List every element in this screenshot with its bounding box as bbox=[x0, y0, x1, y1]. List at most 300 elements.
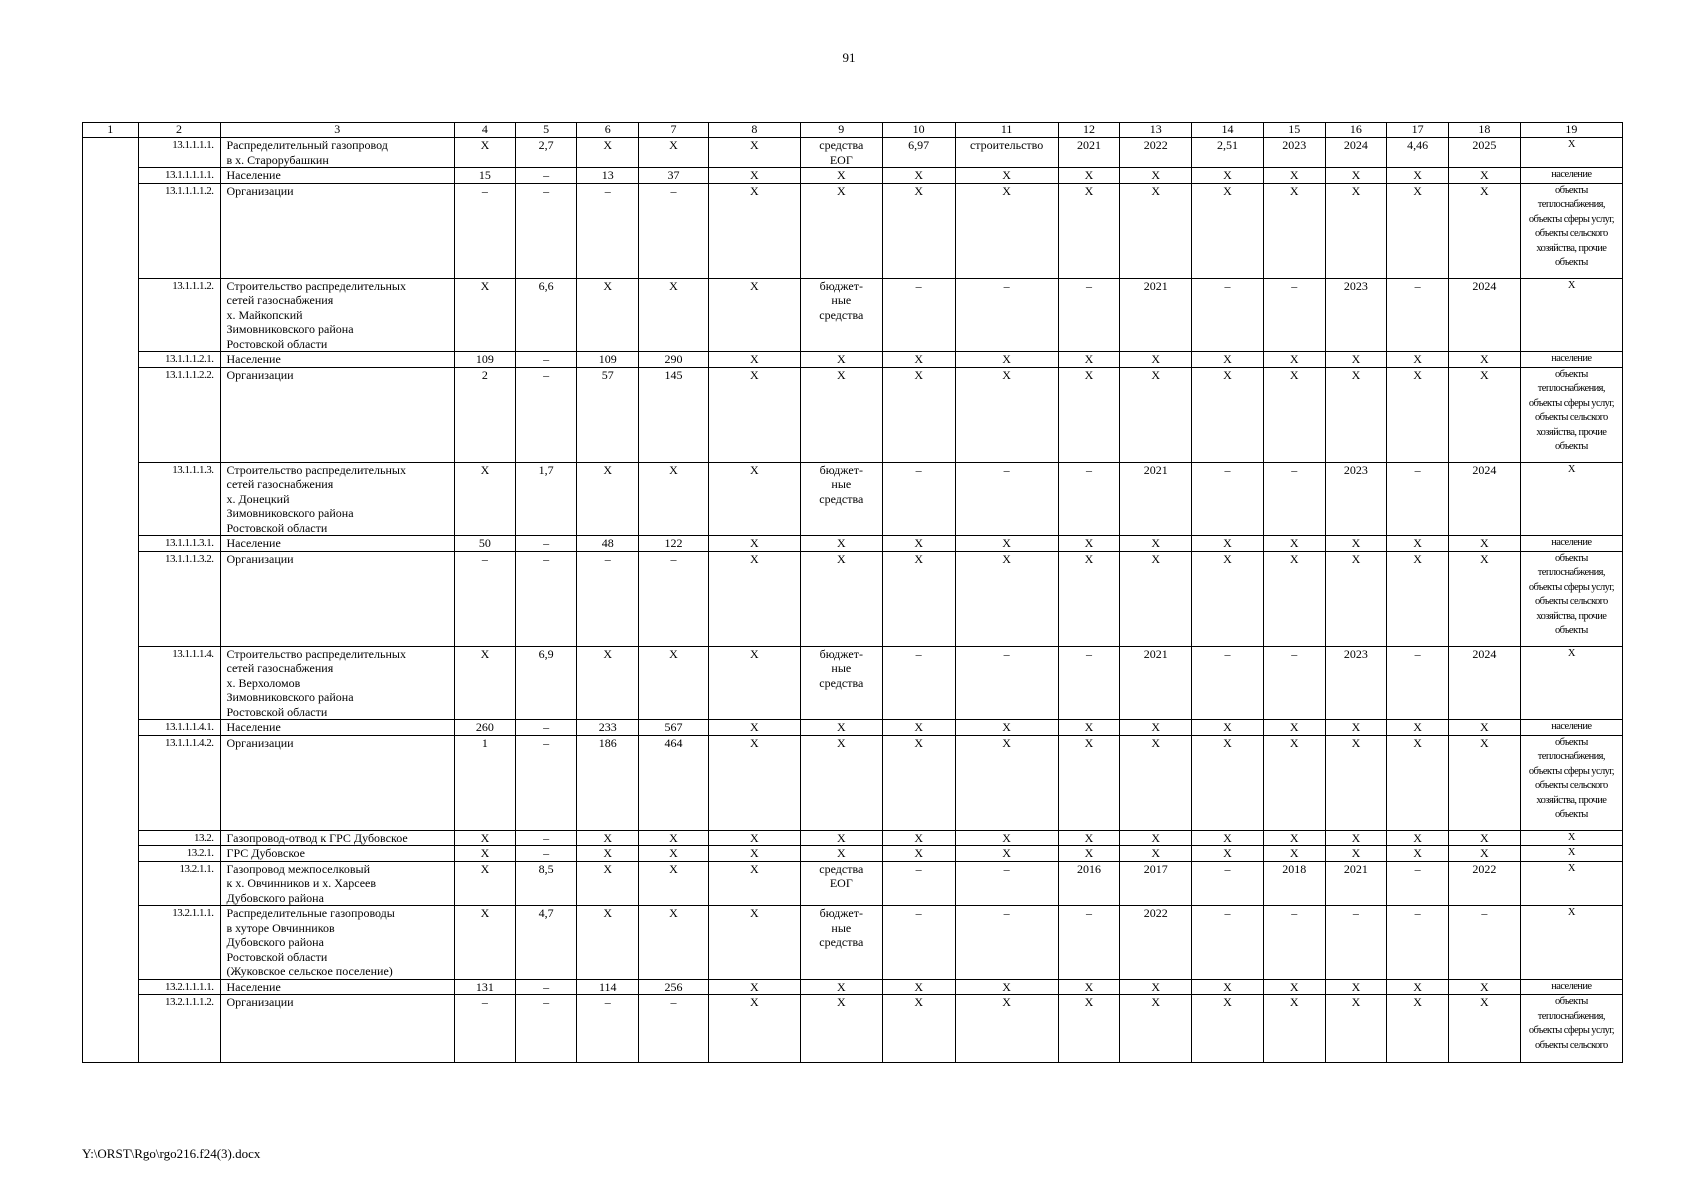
cell-col-5: – bbox=[515, 168, 577, 184]
cell-col-12: – bbox=[1058, 646, 1120, 720]
cell-col-17: Х bbox=[1387, 735, 1449, 830]
cell-col-12: Х bbox=[1058, 551, 1120, 646]
row-name: Население bbox=[220, 720, 455, 736]
cell-col-10: – bbox=[882, 906, 955, 980]
cell-col-15: Х bbox=[1263, 830, 1325, 846]
cell-col-11: Х bbox=[955, 183, 1058, 278]
cell-col-5: – bbox=[515, 536, 577, 552]
cell-col-5: – bbox=[515, 551, 577, 646]
cell-col-13: 2021 bbox=[1120, 462, 1192, 536]
cell-col-14: – bbox=[1192, 462, 1264, 536]
column-number-header: 12 bbox=[1058, 123, 1120, 138]
cell-col-19: Х bbox=[1520, 278, 1622, 352]
cell-col-9: средства ЕОГ bbox=[800, 861, 882, 906]
cell-col-17: Х bbox=[1387, 720, 1449, 736]
cell-col-5: – bbox=[515, 735, 577, 830]
cell-col-18: Х bbox=[1448, 168, 1520, 184]
cell-col-17: Х bbox=[1387, 183, 1449, 278]
cell-col-19: Х bbox=[1520, 462, 1622, 536]
cell-col-13: Х bbox=[1120, 846, 1192, 862]
cell-col-11: – bbox=[955, 861, 1058, 906]
row-name: Строительство распределительных сетей газоснабжения х. Верхоломов Зимовниковского района Ростовской области bbox=[220, 646, 455, 720]
row-number: 13.1.1.1.2.2. bbox=[138, 367, 220, 462]
table-row bbox=[83, 551, 1623, 646]
row-name: Организации bbox=[220, 735, 455, 830]
cell-col-9: Х bbox=[800, 735, 882, 830]
cell-col-5: – bbox=[515, 979, 577, 995]
cell-col-12: Х bbox=[1058, 846, 1120, 862]
row-name: Распределительный газопровод в х. Старорубашкин bbox=[220, 138, 455, 168]
cell-col-6: 186 bbox=[577, 735, 639, 830]
row-name: ГРС Дубовское bbox=[220, 846, 455, 862]
cell-col-10: Х bbox=[882, 720, 955, 736]
cell-col-11: Х bbox=[955, 846, 1058, 862]
cell-col-14: – bbox=[1192, 861, 1264, 906]
cell-col-19: Х bbox=[1520, 846, 1622, 862]
cell-col-4: 260 bbox=[455, 720, 516, 736]
cell-col-14: Х bbox=[1192, 720, 1264, 736]
cell-col-16: – bbox=[1325, 906, 1387, 980]
cell-col-10: Х bbox=[882, 367, 955, 462]
cell-col-7: Х bbox=[639, 846, 709, 862]
cell-col-6: 48 bbox=[577, 536, 639, 552]
cell-col-15: – bbox=[1263, 462, 1325, 536]
cell-col-4: 109 bbox=[455, 352, 516, 368]
cell-col-5: 8,5 bbox=[515, 861, 577, 906]
cell-col-8: Х bbox=[708, 462, 800, 536]
cell-col-18: Х bbox=[1448, 720, 1520, 736]
cell-col-14: Х bbox=[1192, 846, 1264, 862]
cell-col-11: Х bbox=[955, 720, 1058, 736]
table-row bbox=[83, 168, 1623, 184]
cell-col-9: средства ЕОГ bbox=[800, 138, 882, 168]
cell-col-8: Х bbox=[708, 906, 800, 980]
column-number-header: 6 bbox=[577, 123, 639, 138]
cell-col-4: Х bbox=[455, 846, 516, 862]
cell-col-5: 6,9 bbox=[515, 646, 577, 720]
cell-col-18: Х bbox=[1448, 367, 1520, 462]
cell-col-15: Х bbox=[1263, 367, 1325, 462]
cell-col-13: Х bbox=[1120, 183, 1192, 278]
cell-col-18: Х bbox=[1448, 352, 1520, 368]
cell-col-18: Х bbox=[1448, 995, 1520, 1063]
cell-col-5: – bbox=[515, 720, 577, 736]
cell-col-5: – bbox=[515, 830, 577, 846]
cell-col-7: – bbox=[639, 551, 709, 646]
cell-col-12: Х bbox=[1058, 735, 1120, 830]
cell-col-7: – bbox=[639, 995, 709, 1063]
column-number-header: 9 bbox=[800, 123, 882, 138]
cell-col-17: Х bbox=[1387, 352, 1449, 368]
table-row bbox=[83, 720, 1623, 736]
cell-col-13: Х bbox=[1120, 367, 1192, 462]
cell-col-11: – bbox=[955, 278, 1058, 352]
row-number: 13.1.1.1.3.2. bbox=[138, 551, 220, 646]
cell-col-15: Х bbox=[1263, 551, 1325, 646]
row-number: 13.1.1.1.1.1. bbox=[138, 168, 220, 184]
cell-col-7: 256 bbox=[639, 979, 709, 995]
row-name: Население bbox=[220, 979, 455, 995]
column-number-header: 8 bbox=[708, 123, 800, 138]
cell-col-17: Х bbox=[1387, 551, 1449, 646]
cell-col-10: Х bbox=[882, 979, 955, 995]
cell-col-18: 2024 bbox=[1448, 278, 1520, 352]
table-row bbox=[83, 278, 1623, 352]
cell-col-9: Х bbox=[800, 995, 882, 1063]
cell-col-10: – bbox=[882, 462, 955, 536]
cell-col-17: Х bbox=[1387, 979, 1449, 995]
footer-file-path: Y:\ORST\Rgo\rgo216.f24(3).docx bbox=[82, 1146, 261, 1161]
cell-col-17: – bbox=[1387, 646, 1449, 720]
cell-col-19: Х bbox=[1520, 646, 1622, 720]
cell-col-11: Х bbox=[955, 352, 1058, 368]
table-row bbox=[83, 979, 1623, 995]
cell-col-4: 131 bbox=[455, 979, 516, 995]
table-row bbox=[83, 138, 1623, 168]
cell-col-14: Х bbox=[1192, 995, 1264, 1063]
table-row bbox=[83, 183, 1623, 278]
cell-col-8: Х bbox=[708, 352, 800, 368]
cell-col-16: 2023 bbox=[1325, 646, 1387, 720]
cell-col-17: Х bbox=[1387, 846, 1449, 862]
cell-col-9: бюджет- ные средства bbox=[800, 462, 882, 536]
cell-col-16: Х bbox=[1325, 367, 1387, 462]
cell-col-9: Х bbox=[800, 720, 882, 736]
cell-col-13: Х bbox=[1120, 352, 1192, 368]
column-number-header: 3 bbox=[220, 123, 455, 138]
cell-col-13: 2022 bbox=[1120, 906, 1192, 980]
cell-col-14: 2,51 bbox=[1192, 138, 1264, 168]
cell-col-16: Х bbox=[1325, 735, 1387, 830]
cell-col-19: объекты теплоснабжения, объекты сферы услуг, объекты сельского хозяйства, прочие объекты bbox=[1520, 551, 1622, 646]
row-number: 13.1.1.1.1. bbox=[138, 138, 220, 168]
cell-col-18: 2025 bbox=[1448, 138, 1520, 168]
cell-col-5: 1,7 bbox=[515, 462, 577, 536]
cell-col-5: 4,7 bbox=[515, 906, 577, 980]
column-number-header: 10 bbox=[882, 123, 955, 138]
cell-col-4: 1 bbox=[455, 735, 516, 830]
cell-col-18: Х bbox=[1448, 183, 1520, 278]
cell-col-11: Х bbox=[955, 995, 1058, 1063]
cell-col-19: объекты теплоснабжения, объекты сферы услуг, объекты сельского хозяйства, прочие объекты bbox=[1520, 735, 1622, 830]
cell-col-13: Х bbox=[1120, 720, 1192, 736]
cell-col-12: – bbox=[1058, 462, 1120, 536]
cell-col-17: – bbox=[1387, 462, 1449, 536]
cell-col-17: – bbox=[1387, 906, 1449, 980]
cell-col-19: население bbox=[1520, 536, 1622, 552]
cell-col-7: 37 bbox=[639, 168, 709, 184]
cell-col-9: бюджет- ные средства bbox=[800, 646, 882, 720]
cell-col-10: Х bbox=[882, 183, 955, 278]
cell-col-4: – bbox=[455, 995, 516, 1063]
column-number-header: 13 bbox=[1120, 123, 1192, 138]
cell-col-8: Х bbox=[708, 861, 800, 906]
row-number: 13.1.1.1.2. bbox=[138, 278, 220, 352]
cell-col-8: Х bbox=[708, 735, 800, 830]
cell-col-9: Х bbox=[800, 830, 882, 846]
cell-col-15: – bbox=[1263, 906, 1325, 980]
cell-col-9: Х bbox=[800, 536, 882, 552]
cell-col-17: Х bbox=[1387, 830, 1449, 846]
cell-col-8: Х bbox=[708, 830, 800, 846]
cell-col-7: – bbox=[639, 183, 709, 278]
cell-col-19: население bbox=[1520, 352, 1622, 368]
cell-col-6: Х bbox=[577, 462, 639, 536]
cell-col-4: Х bbox=[455, 646, 516, 720]
cell-col-9: бюджет- ные средства bbox=[800, 278, 882, 352]
cell-col-9: Х bbox=[800, 183, 882, 278]
cell-col-7: Х bbox=[639, 830, 709, 846]
column-number-header: 11 bbox=[955, 123, 1058, 138]
cell-col-17: – bbox=[1387, 861, 1449, 906]
row-number: 13.1.1.1.2.1. bbox=[138, 352, 220, 368]
cell-col-13: Х bbox=[1120, 979, 1192, 995]
cell-col-19: объекты теплоснабжения, объекты сферы услуг, объекты сельского хозяйства, прочие объекты bbox=[1520, 183, 1622, 278]
cell-col-16: Х bbox=[1325, 536, 1387, 552]
cell-col-18: 2024 bbox=[1448, 462, 1520, 536]
cell-col-5: 6,6 bbox=[515, 278, 577, 352]
cell-col-6: Х bbox=[577, 278, 639, 352]
cell-col-17: Х bbox=[1387, 995, 1449, 1063]
cell-col-15: Х bbox=[1263, 183, 1325, 278]
cell-col-12: Х bbox=[1058, 995, 1120, 1063]
cell-col-12: Х bbox=[1058, 183, 1120, 278]
column-number-header: 16 bbox=[1325, 123, 1387, 138]
cell-col-17: 4,46 bbox=[1387, 138, 1449, 168]
cell-col-15: Х bbox=[1263, 846, 1325, 862]
cell-col-13: Х bbox=[1120, 536, 1192, 552]
cell-col-4: Х bbox=[455, 830, 516, 846]
cell-col-15: Х bbox=[1263, 995, 1325, 1063]
cell-col-7: Х bbox=[639, 646, 709, 720]
cell-col-5: – bbox=[515, 352, 577, 368]
cell-col-16: Х bbox=[1325, 183, 1387, 278]
cell-col-16: Х bbox=[1325, 720, 1387, 736]
cell-col-6: Х bbox=[577, 846, 639, 862]
cell-col-12: Х bbox=[1058, 720, 1120, 736]
cell-col-11: Х bbox=[955, 168, 1058, 184]
cell-col-6: 109 bbox=[577, 352, 639, 368]
cell-col-15: Х bbox=[1263, 352, 1325, 368]
cell-col-18: Х bbox=[1448, 979, 1520, 995]
cell-col-6: Х bbox=[577, 906, 639, 980]
cell-col-14: Х bbox=[1192, 168, 1264, 184]
cell-col-14: Х bbox=[1192, 352, 1264, 368]
cell-col-16: Х bbox=[1325, 846, 1387, 862]
cell-col-12: Х bbox=[1058, 830, 1120, 846]
cell-col-14: Х bbox=[1192, 830, 1264, 846]
cell-col-16: Х bbox=[1325, 168, 1387, 184]
cell-col-8: Х bbox=[708, 168, 800, 184]
cell-col-15: 2023 bbox=[1263, 138, 1325, 168]
row-name: Население bbox=[220, 352, 455, 368]
cell-col-5: – bbox=[515, 995, 577, 1063]
row-number: 13.1.1.1.4.2. bbox=[138, 735, 220, 830]
cell-col-7: 464 bbox=[639, 735, 709, 830]
table-row bbox=[83, 906, 1623, 980]
cell-col-11: Х bbox=[955, 979, 1058, 995]
cell-col-8: Х bbox=[708, 979, 800, 995]
cell-col-4: – bbox=[455, 183, 516, 278]
cell-col-13: 2022 bbox=[1120, 138, 1192, 168]
cell-col-7: Х bbox=[639, 138, 709, 168]
cell-col-9: Х bbox=[800, 551, 882, 646]
cell-col-8: Х bbox=[708, 278, 800, 352]
cell-col-15: Х bbox=[1263, 979, 1325, 995]
cell-col-4: Х bbox=[455, 861, 516, 906]
cell-col-19: население bbox=[1520, 168, 1622, 184]
cell-col-12: Х bbox=[1058, 352, 1120, 368]
cell-col-8: Х bbox=[708, 138, 800, 168]
cell-col-7: 567 bbox=[639, 720, 709, 736]
row-name: Строительство распределительных сетей газоснабжения х. Майкопский Зимовниковского района Ростовской области bbox=[220, 278, 455, 352]
cell-col-6: 114 bbox=[577, 979, 639, 995]
row-number: 13.1.1.1.1.2. bbox=[138, 183, 220, 278]
cell-col-11: – bbox=[955, 646, 1058, 720]
cell-col-17: Х bbox=[1387, 367, 1449, 462]
cell-col-8: Х bbox=[708, 846, 800, 862]
cell-col-18: Х bbox=[1448, 846, 1520, 862]
table-row bbox=[83, 536, 1623, 552]
column-number-header: 18 bbox=[1448, 123, 1520, 138]
cell-col-10: Х bbox=[882, 352, 955, 368]
cell-col-13: Х bbox=[1120, 830, 1192, 846]
cell-col-12: – bbox=[1058, 906, 1120, 980]
cell-col-16: Х bbox=[1325, 352, 1387, 368]
cell-col-4: Х bbox=[455, 278, 516, 352]
cell-col-17: Х bbox=[1387, 536, 1449, 552]
cell-col-19: объекты теплоснабжения, объекты сферы услуг, объекты сельского хозяйства, прочие объекты bbox=[1520, 367, 1622, 462]
page-number: 91 bbox=[842, 50, 856, 65]
row-name: Население bbox=[220, 168, 455, 184]
cell-col-10: Х bbox=[882, 830, 955, 846]
table-row bbox=[83, 352, 1623, 368]
table-row bbox=[83, 462, 1623, 536]
cell-col-16: 2021 bbox=[1325, 861, 1387, 906]
cell-col-7: Х bbox=[639, 906, 709, 980]
cell-col-19: Х bbox=[1520, 138, 1622, 168]
cell-col-18: Х bbox=[1448, 536, 1520, 552]
table-row bbox=[83, 646, 1623, 720]
cell-col-19: объекты теплоснабжения, объекты сферы услуг, объекты сельского bbox=[1520, 995, 1622, 1063]
cell-col-6: 13 bbox=[577, 168, 639, 184]
cell-col-11: Х bbox=[955, 536, 1058, 552]
cell-col-10: 6,97 bbox=[882, 138, 955, 168]
cell-col-14: – bbox=[1192, 906, 1264, 980]
cell-col-16: Х bbox=[1325, 830, 1387, 846]
row-number: 13.2.1.1.1.2. bbox=[138, 995, 220, 1063]
cell-col-10: Х bbox=[882, 168, 955, 184]
cell-col-11: Х bbox=[955, 551, 1058, 646]
cell-col-9: Х bbox=[800, 367, 882, 462]
cell-col-16: Х bbox=[1325, 551, 1387, 646]
cell-col-5: 2,7 bbox=[515, 138, 577, 168]
cell-col-13: Х bbox=[1120, 995, 1192, 1063]
cell-col-4: Х bbox=[455, 138, 516, 168]
cell-col-18: Х bbox=[1448, 735, 1520, 830]
row-name: Организации bbox=[220, 551, 455, 646]
row-number: 13.2.1.1.1. bbox=[138, 906, 220, 980]
row-name: Газопровод межпоселковый к х. Овчинников и х. Харсеев Дубовского района bbox=[220, 861, 455, 906]
cell-col-8: Х bbox=[708, 183, 800, 278]
column-number-header: 19 bbox=[1520, 123, 1622, 138]
row-name: Строительство распределительных сетей газоснабжения х. Донецкий Зимовниковского района Ростовской области bbox=[220, 462, 455, 536]
row-number: 13.2.1. bbox=[138, 846, 220, 862]
cell-col-14: Х bbox=[1192, 367, 1264, 462]
cell-col-7: Х bbox=[639, 861, 709, 906]
column-number-header: 7 bbox=[639, 123, 709, 138]
cell-col-13: Х bbox=[1120, 735, 1192, 830]
cell-col-13: 2017 bbox=[1120, 861, 1192, 906]
cell-col-6: 57 bbox=[577, 367, 639, 462]
cell-col-14: Х bbox=[1192, 979, 1264, 995]
cell-col-10: Х bbox=[882, 551, 955, 646]
column-number-header: 5 bbox=[515, 123, 577, 138]
column-number-header: 14 bbox=[1192, 123, 1264, 138]
cell-col-16: Х bbox=[1325, 995, 1387, 1063]
cell-col-6: 233 bbox=[577, 720, 639, 736]
table-row bbox=[83, 995, 1623, 1063]
cell-col-8: Х bbox=[708, 720, 800, 736]
cell-col-9: Х bbox=[800, 168, 882, 184]
table-row bbox=[83, 861, 1623, 906]
cell-col-9: Х bbox=[800, 846, 882, 862]
cell-col-12: – bbox=[1058, 278, 1120, 352]
cell-col-6: – bbox=[577, 551, 639, 646]
cell-col-10: – bbox=[882, 646, 955, 720]
cell-col-10: Х bbox=[882, 735, 955, 830]
row-name: Распределительные газопроводы в хуторе Овчинников Дубовского района Ростовской области (Жуковское сельское поселение) bbox=[220, 906, 455, 980]
cell-col-6: Х bbox=[577, 861, 639, 906]
row-name: Организации bbox=[220, 995, 455, 1063]
cell-col-15: Х bbox=[1263, 735, 1325, 830]
cell-col-16: 2024 bbox=[1325, 138, 1387, 168]
cell-col-4: Х bbox=[455, 906, 516, 980]
cell-col-18: Х bbox=[1448, 830, 1520, 846]
cell-col-6: – bbox=[577, 183, 639, 278]
cell-col-5: – bbox=[515, 846, 577, 862]
cell-col-6: Х bbox=[577, 830, 639, 846]
row-number: 13.1.1.1.3. bbox=[138, 462, 220, 536]
cell-col-6: Х bbox=[577, 646, 639, 720]
cell-col-14: Х bbox=[1192, 735, 1264, 830]
table-row bbox=[83, 367, 1623, 462]
row-number: 13.1.1.1.4.1. bbox=[138, 720, 220, 736]
cell-col-12: 2016 bbox=[1058, 861, 1120, 906]
cell-col-4: 15 bbox=[455, 168, 516, 184]
cell-col-15: Х bbox=[1263, 720, 1325, 736]
row-name: Газопровод-отвод к ГРС Дубовское bbox=[220, 830, 455, 846]
cell-col-4: – bbox=[455, 551, 516, 646]
cell-col-19: население bbox=[1520, 979, 1622, 995]
cell-col-10: – bbox=[882, 861, 955, 906]
table-row bbox=[83, 830, 1623, 846]
cell-col-19: население bbox=[1520, 720, 1622, 736]
data-table bbox=[82, 122, 1623, 1063]
cell-col-7: Х bbox=[639, 462, 709, 536]
column-number-header: 1 bbox=[83, 123, 139, 138]
row-name: Население bbox=[220, 536, 455, 552]
cell-col-14: Х bbox=[1192, 183, 1264, 278]
cell-col-13: Х bbox=[1120, 551, 1192, 646]
cell-col-12: Х bbox=[1058, 367, 1120, 462]
cell-col-7: 290 bbox=[639, 352, 709, 368]
row-number: 13.1.1.1.3.1. bbox=[138, 536, 220, 552]
row-number: 13.1.1.1.4. bbox=[138, 646, 220, 720]
cell-col-15: Х bbox=[1263, 536, 1325, 552]
cell-col-18: – bbox=[1448, 906, 1520, 980]
cell-col-15: 2018 bbox=[1263, 861, 1325, 906]
